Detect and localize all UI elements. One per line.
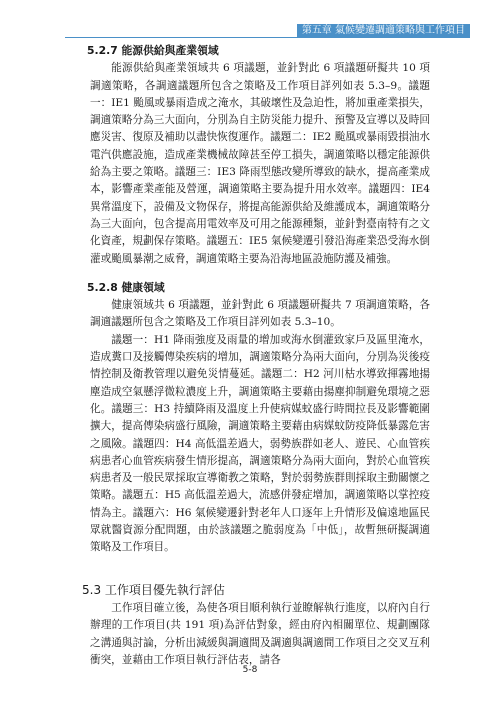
- chapter-header: [0, 12, 500, 36]
- priority-section-body: [90, 600, 430, 669]
- health-paragraph-issues: 議題一：H1 降雨強度及雨量的增加或海水倒灌致家戶及區里淹水，造成糞口及接觸傳染疾病的增加，調適策略分為兩大面向，分別為災後疫情控制及衛教管理以避免災情蔓延。議題二：H2 河川枯水導致揮霧地揚塵造成空氣懸浮微粒濃度上升，調適策略主要藉由揚塵抑制避免環境之惡化。議題三：H3 持續降雨及溫度上升使病媒蚊盛行時間拉長及影響範圍擴大，提高傳染病盛行風險，調適策略主要藉由病媒蚊防疫降低暴露危害之風險。議題四：H4 高低溫差過大，弱勢族群如老人、遊民、心血管疾病患者心血管疾病發生情形提高，調適策略分為兩大面向，對於心血管疾病患者及一般民眾採取宣導衛教之策略，對於弱勢族群則採取主動關懷之策略。議題五：H5 高低溫差過大，流感併發症增加，調適策略以掌控疫情為主。議題六：H6 氣候變遷針對老年人口逐年上升情形及偏遠地區民眾就醫資源分配問題，由於該議題之脆弱度為「中低」，故暫無研擬調適策略及工作項目。: [90, 333, 430, 554]
- health-paragraph-intro: 健康領域共 6 項議題，並針對此 6 項議題研擬共 7 項調適策略，各調適議題所包含之策略及工作項目詳列如表 5.3–10。: [90, 299, 430, 329]
- section-title-priority: 5.3 工作項目優先執行評估: [82, 583, 225, 597]
- priority-paragraph: 工作項目確立後，為使各項目順利執行並瞭解執行進度，以府內自行辦理的工作項目(共 191 項)為評估對象，經由府內相關單位、規劃團隊之溝通與討論，分析出減緩與調適間及調適與調適間工作項目之交叉互利衝突，並藉由工作項目執行評估表，請各: [90, 602, 430, 666]
- energy-paragraph: 能源供給與產業領域共 6 項議題，並針對此 6 項議題研擬共 10 項調適策略，各調適議題所包含之策略及工作項目詳列如表 5.3–9。議題一：IE1 颱風或暴雨造成之淹水，其破壞性及急迫性，將加重產業損失，調適策略分為三大面向，分別為自主防災能力提升、預警及宣導以及時回應災害、復原及補助以盡快恢復運作。議題二：IE2 颱風或暴雨毀損油水電汽供應設施，造成產業機械故障甚至停工損失，調適策略以穩定能源供給為主要之策略。議題三：IE3 降雨型態改變所導致的缺水，提高產業成本，影響產業產能及營運，調適策略主要為提升用水效率。議題四：IE4 異常溫度下，設備及文物保存，將提高能源供給及維護成本，調適策略分為三大面向，包含提高用電效率及可用之能源種類，並針對臺南特有之文化資產，規劃保存策略。議題五：IE5 氣候變遷引發沿海產業恐受海水倒灌或颱風暴潮之威脅，調適策略主要為沿海地區設施防護及補強。: [90, 62, 430, 265]
- section-heading-health: 5.2.8 健康領域: [87, 280, 165, 294]
- main-content: [87, 42, 430, 557]
- section-heading-energy: 5.2.7 能源供給與產業領域: [87, 44, 219, 57]
- chapter-label: 第五章 氣候變遷調適策略與工作項目: [297, 24, 470, 38]
- page-number: 5-8: [242, 665, 258, 675]
